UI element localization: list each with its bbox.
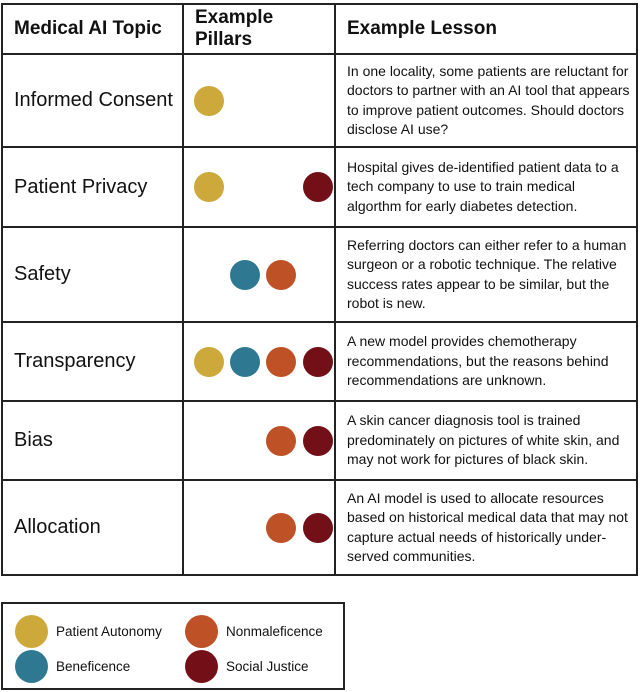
table-row (2, 147, 637, 227)
lesson-cell: Referring doctors can either refer to a human surgeon or a robotic technique. The relative success rates appear to be similar, but the robot is new. (335, 227, 637, 322)
pillars-cell (183, 54, 335, 147)
pillars-cell (183, 227, 335, 322)
ethics-table (1, 3, 638, 576)
legend-label: Social Justice (226, 659, 309, 674)
table-row (2, 401, 637, 480)
lesson-cell: An AI model is used to allocate resources based on historical medical data that may not capture actual needs of historically under-served communities. (335, 480, 637, 575)
table-row (2, 322, 637, 401)
topic-cell: Allocation (2, 480, 183, 575)
legend-label: Patient Autonomy (56, 624, 162, 639)
table-row (2, 54, 637, 147)
nonmaleficence-dot-icon (266, 426, 296, 456)
beneficence-dot-icon (15, 650, 48, 683)
topic-cell: Transparency (2, 322, 183, 401)
legend-item-nonmaleficence (185, 615, 323, 648)
justice-dot-icon (303, 172, 333, 202)
table-row (2, 227, 637, 322)
legend-label: Nonmaleficence (226, 624, 323, 639)
pillars-cell (183, 322, 335, 401)
nonmaleficence-dot-icon (266, 347, 296, 377)
nonmaleficence-dot-icon (266, 513, 296, 543)
table-row (2, 480, 637, 575)
legend (1, 602, 345, 690)
pillars-cell (183, 480, 335, 575)
header-pillars: Example Pillars (183, 4, 335, 54)
autonomy-dot-icon (194, 347, 224, 377)
topic-cell: Informed Consent (2, 54, 183, 147)
justice-dot-icon (185, 650, 218, 683)
legend-item-justice (185, 650, 309, 683)
beneficence-dot-icon (230, 260, 260, 290)
lesson-cell: In one locality, some patients are reluctant for doctors to partner with an AI tool that appears to improve patient outcomes. Should doctors disclose AI use? (335, 54, 637, 147)
topic-cell: Bias (2, 401, 183, 480)
legend-item-beneficence (15, 650, 130, 683)
topic-cell: Patient Privacy (2, 147, 183, 227)
header-lesson: Example Lesson (335, 4, 637, 54)
legend-item-autonomy (15, 615, 162, 648)
justice-dot-icon (303, 347, 333, 377)
pillars-cell (183, 147, 335, 227)
legend-label: Beneficence (56, 659, 131, 674)
lesson-cell: A skin cancer diagnosis tool is trained predominately on pictures of white skin, and may not work for pictures of black skin. (335, 401, 637, 480)
pillars-cell (183, 401, 335, 480)
autonomy-dot-icon (15, 615, 48, 648)
justice-dot-icon (303, 513, 333, 543)
beneficence-dot-icon (230, 347, 260, 377)
nonmaleficence-dot-icon (266, 260, 296, 290)
autonomy-dot-icon (194, 172, 224, 202)
topic-cell: Safety (2, 227, 183, 322)
nonmaleficence-dot-icon (185, 615, 218, 648)
header-topic: Medical AI Topic (2, 4, 183, 54)
lesson-cell: Hospital gives de-identified patient data to a tech company to use to train medical algorthm for early diabetes detection. (335, 147, 637, 227)
lesson-cell: A new model provides chemotherapy recommendations, but the reasons behind recommendations are unknown. (335, 322, 637, 401)
autonomy-dot-icon (194, 86, 224, 116)
justice-dot-icon (303, 426, 333, 456)
